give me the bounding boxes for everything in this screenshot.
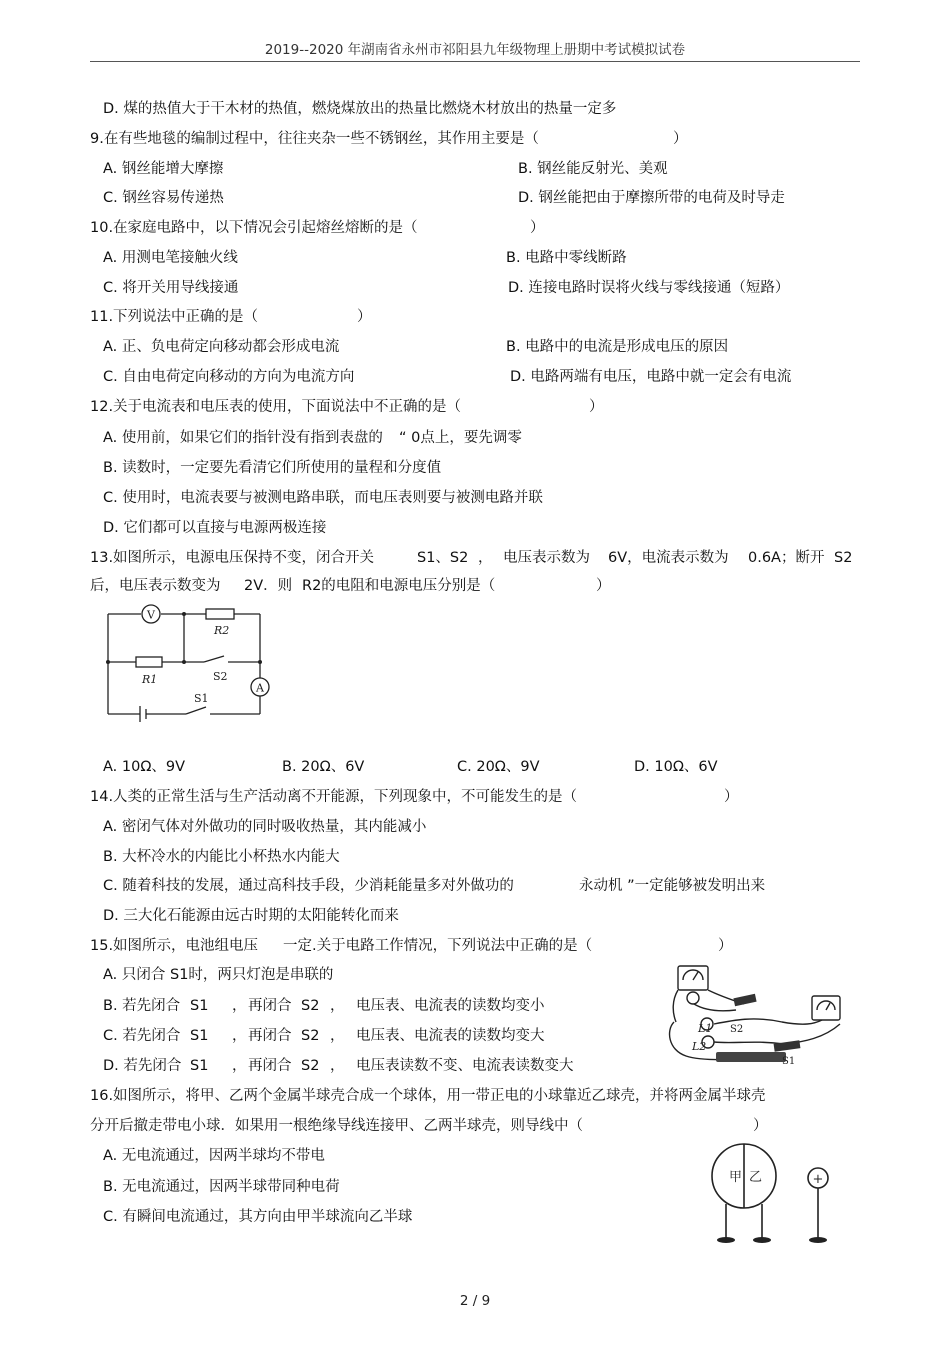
q15-close: ） xyxy=(718,938,733,954)
q14-stem: 14.人类的正常生活与生产活动离不开能源，下列现象中，不可能发生的是（ xyxy=(90,789,578,805)
q15-option-c-3: ， xyxy=(232,1028,247,1044)
q10-stem: 10.在家庭电路中，以下情况会引起熔丝熔断的是（ xyxy=(90,220,418,236)
jia-label: 甲 xyxy=(729,1170,743,1185)
q12-option-a-part2: “ 0点上，要先调零 xyxy=(399,430,522,446)
page-header-title: 2019--2020 年湖南省永州市祁阳县九年级物理上册期中考试模拟试卷 xyxy=(264,42,686,58)
q15-option-b-5: S2 xyxy=(301,998,320,1014)
q13-line1-c: ， xyxy=(478,550,493,566)
q12-option-b: B. 读数时，一定要先看清它们所使用的量程和分度值 xyxy=(103,460,442,476)
q12-option-c: C. 使用时，电流表要与被测电路串联，而电压表则要与被测电路并联 xyxy=(103,490,543,506)
q16-option-a: A. 无电流通过，因两半球均不带电 xyxy=(103,1148,325,1164)
q15-option-d-3: ， xyxy=(232,1058,247,1074)
q11-option-b: B. 电路中的电流是形成电压的原因 xyxy=(506,339,729,355)
q13-line1-g: S2 xyxy=(834,550,853,566)
q10-option-c: C. 将开关用导线接通 xyxy=(103,280,239,296)
q9-option-d: D. 钢丝能把由于摩擦所带的电荷及时导走 xyxy=(518,190,785,206)
q15-option-b-2: S1 xyxy=(190,998,209,1014)
q16-option-c: C. 有瞬间电流通过，其方向由甲半球流向乙半球 xyxy=(103,1209,413,1225)
page-number: 2 / 9 xyxy=(459,1293,491,1309)
s1-label: S1 xyxy=(194,692,209,705)
q15-option-b-6: ， xyxy=(330,998,345,1014)
q8-option-d: D. 煤的热值大于干木材的热值，燃烧煤放出的热量比燃烧木材放出的热量一定多 xyxy=(103,101,617,117)
q15-option-c-5: S2 xyxy=(301,1028,320,1044)
q15-circuit-diagram xyxy=(664,960,850,1066)
q14-option-d: D. 三大化石能源由远古时期的太阳能转化而来 xyxy=(103,908,399,924)
q15-option-d-2: S1 xyxy=(190,1058,209,1074)
q14-option-b: B. 大杯冷水的内能比小杯热水内能大 xyxy=(103,849,340,865)
q15-option-c-6: ， xyxy=(330,1028,345,1044)
q13-line2-a: 后，电压表示数变为 xyxy=(90,578,221,594)
voltmeter-label: V xyxy=(147,608,155,622)
q11-option-c: C. 自由电荷定向移动的方向为电流方向 xyxy=(103,369,355,385)
q11-option-a: A. 正、负电荷定向移动都会形成电流 xyxy=(103,339,340,355)
q15-option-b-7: 电压表、电流表的读数均变小 xyxy=(356,998,545,1014)
l1-label: L1 xyxy=(698,1022,713,1035)
q12-option-a-part1: A. 使用前，如果它们的指针没有指到表盘的 xyxy=(103,430,383,446)
q13-line2-b: 2V．则 xyxy=(244,578,293,594)
plus-sign: + xyxy=(812,1172,824,1187)
q10-option-a: A. 用测电笔接触火线 xyxy=(103,250,238,266)
yi-label: 乙 xyxy=(749,1170,763,1185)
q15-option-a: A. 只闭合 S1时，两只灯泡是串联的 xyxy=(103,967,334,983)
q9-option-b: B. 钢丝能反射光、美观 xyxy=(518,161,668,177)
q15-option-d-6: ， xyxy=(330,1058,345,1074)
q14-option-c-part1: C. 随着科技的发展，通过高科技手段，少消耗能量多对外做功的 xyxy=(103,878,514,894)
q12-option-d: D. 它们都可以直接与电源两极连接 xyxy=(103,520,327,536)
q15-option-d-7: 电压表读数不变、电流表读数变大 xyxy=(356,1058,574,1074)
q10-option-d: D. 连接电路时误将火线与零线接通（短路） xyxy=(508,280,790,296)
r1-label: R1 xyxy=(142,673,158,686)
q13-line1-a: 13.如图所示，电源电压保持不变，闭合开关 xyxy=(90,550,375,566)
q9-stem: 9.在有些地毯的编制过程中，往往夹杂一些不锈钢丝，其作用主要是（ xyxy=(90,131,539,147)
q15-stem-part1: 15.如图所示，电池组电压 xyxy=(90,938,259,954)
q15-option-b-3: ， xyxy=(232,998,247,1014)
q13-line2-c: R2的电阻和电源电压分别是（ xyxy=(302,578,496,594)
q11-option-d: D. 电路两端有电压，电路中就一定会有电流 xyxy=(510,369,792,385)
q13-line1-e: 6V，电流表示数为 xyxy=(608,550,729,566)
q15-option-b-1: B. 若先闭合 xyxy=(103,998,181,1014)
q15-option-b-4: 再闭合 xyxy=(248,998,292,1014)
s2-label: S2 xyxy=(213,670,228,683)
q16-option-b: B. 无电流通过，因两半球带同种电荷 xyxy=(103,1179,340,1195)
q15-option-d-1: D. 若先闭合 xyxy=(103,1058,182,1074)
q13-option-d: D. 10Ω、6V xyxy=(634,759,718,775)
q12-close: ） xyxy=(589,399,604,415)
q13-option-a: A. 10Ω、9V xyxy=(103,759,186,775)
q9-close: ） xyxy=(673,131,688,147)
q13-circuit-diagram xyxy=(100,598,270,724)
q13-line1-b: S1、S2 xyxy=(417,550,469,566)
q14-close: ） xyxy=(724,789,739,805)
q14-option-c-part2: 永动机 ”一定能够被发明出来 xyxy=(579,878,766,894)
q16-close: ） xyxy=(753,1118,768,1134)
q11-stem: 11.下列说法中正确的是（ xyxy=(90,309,259,325)
q10-close: ） xyxy=(530,220,545,236)
r2-label: R2 xyxy=(214,624,230,637)
s1-label: S1 xyxy=(782,1056,796,1066)
ammeter-label: A xyxy=(256,681,264,695)
q15-option-c-4: 再闭合 xyxy=(248,1028,292,1044)
q16-hemispheres-diagram xyxy=(708,1138,840,1248)
q15-option-c-2: S1 xyxy=(190,1028,209,1044)
header-divider xyxy=(90,61,860,62)
q14-option-a: A. 密闭气体对外做功的同时吸收热量，其内能减小 xyxy=(103,819,427,835)
s2-label: S2 xyxy=(730,1024,744,1035)
q15-stem-part2: 一定.关于电路工作情况，下列说法中正确的是（ xyxy=(283,938,593,954)
q16-stem-line1: 16.如图所示，将甲、乙两个金属半球壳合成一个球体，用一带正电的小球靠近乙球壳，并将两金属半球壳 xyxy=(90,1088,766,1104)
q15-option-c-7: 电压表、电流表的读数均变大 xyxy=(356,1028,545,1044)
q13-close: ） xyxy=(596,578,611,594)
q9-option-c: C. 钢丝容易传递热 xyxy=(103,190,224,206)
l2-label: L2 xyxy=(692,1040,707,1053)
q16-stem-line2: 分开后撤走带电小球．如果用一根绝缘导线连接甲、乙两半球壳，则导线中（ xyxy=(90,1118,583,1134)
q11-close: ） xyxy=(357,309,372,325)
q12-stem: 12.关于电流表和电压表的使用，下面说法中不正确的是（ xyxy=(90,399,462,415)
q13-option-b: B. 20Ω、6V xyxy=(282,759,365,775)
q13-line1-d: 电压表示数为 xyxy=(503,550,590,566)
q10-option-b: B. 电路中零线断路 xyxy=(506,250,627,266)
q15-option-c-1: C. 若先闭合 xyxy=(103,1028,181,1044)
q9-option-a: A. 钢丝能增大摩擦 xyxy=(103,161,224,177)
q15-option-d-4: 再闭合 xyxy=(248,1058,292,1074)
q13-line1-f: 0.6A；断开 xyxy=(748,550,825,566)
q15-option-d-5: S2 xyxy=(301,1058,320,1074)
q13-option-c: C. 20Ω、9V xyxy=(457,759,540,775)
